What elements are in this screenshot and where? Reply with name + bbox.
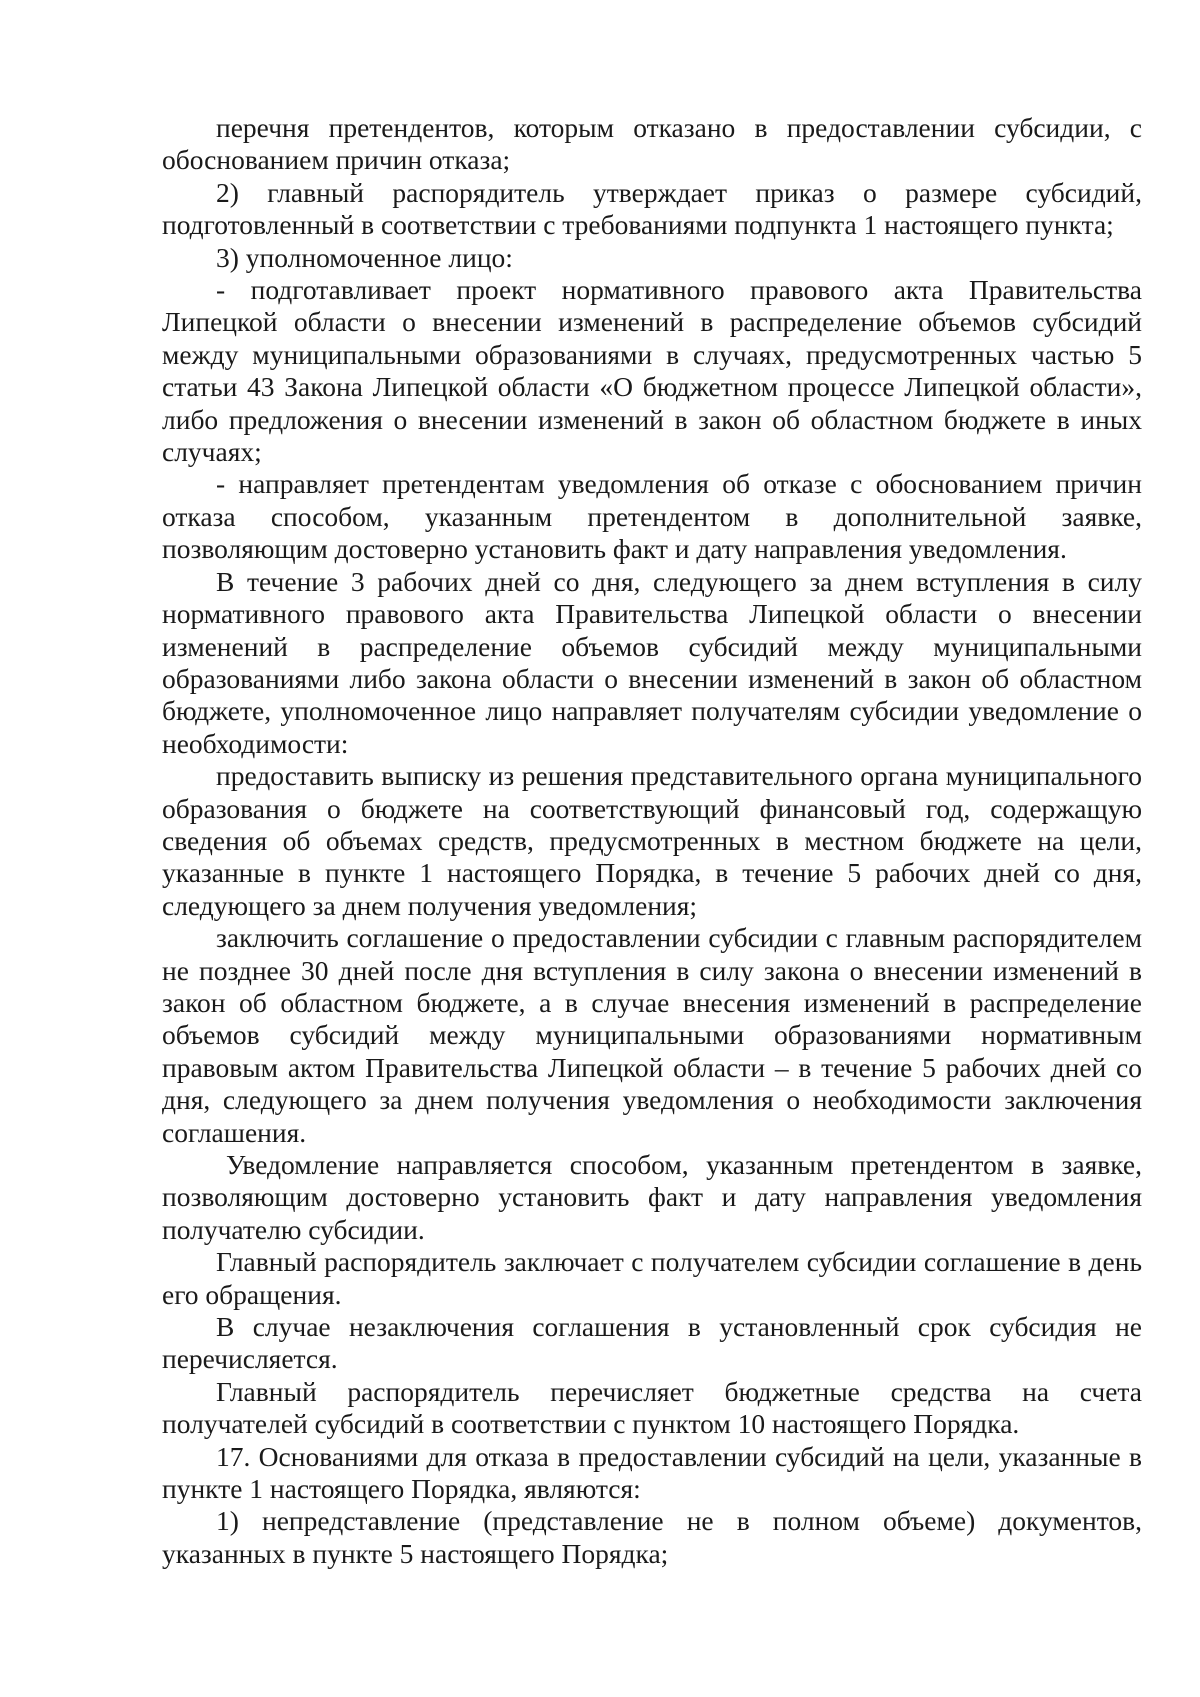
paragraph-12: Главный распорядитель перечисляет бюджетные средства на счета получателей субсидий в соответствии с пунктом 10 настоящего Порядка. — [162, 1375, 1142, 1440]
paragraph-4: - подготавливает проект нормативного правового акта Правительства Липецкой области о внесении изменений в распределение объемов субсидий между муниципальными образованиями в случаях, предусмотренных частью 5 статьи 43 Закона Липецкой области «О бюджетном процессе Липецкой области», либо предложения о внесении изменений в закон об областном бюджете в иных случаях; — [162, 274, 1142, 468]
paragraph-2: 2) главный распорядитель утверждает приказ о размере субсидий, подготовленный в соответствии с требованиями подпункта 1 настоящего пункта; — [162, 176, 1142, 241]
paragraph-13: 17. Основаниями для отказа в предоставлении субсидий на цели, указанные в пункте 1 настоящего Порядка, являются: — [162, 1440, 1142, 1505]
document-page — [162, 112, 1142, 1570]
paragraph-6: В течение 3 рабочих дней со дня, следующего за днем вступления в силу нормативного правового акта Правительства Липецкой области о внесении изменений в распределение объемов субсидий между муниципальными образованиями либо закона области о внесении изменений в закон об областном бюджете, уполномоченное лицо направляет получателям субсидии уведомление о необходимости: — [162, 565, 1142, 759]
paragraph-14: 1) непредставление (представление не в полном объеме) документов, указанных в пункте 5 настоящего Порядка; — [162, 1505, 1142, 1569]
paragraph-7: предоставить выписку из решения представительного органа муниципального образования о бюджете на соответствующий финансовый год, содержащую сведения об объемах средств, предусмотренных в местном бюджете на цели, указанные в пункте 1 настоящего Порядка, в течение 5 рабочих дней со дня, следующего за днем получения уведомления; — [162, 760, 1142, 921]
paragraph-1: перечня претендентов, которым отказано в предоставлении субсидии, с обоснованием причин отказа; — [162, 112, 1142, 176]
paragraph-8: заключить соглашение о предоставлении субсидии с главным распорядителем не позднее 30 дней после дня вступления в силу закона о внесении изменений в закон об областном бюджете, а в случае внесения изменений в распределение объемов субсидий между муниципальными образованиями нормативным правовым актом Правительства Липецкой области – в течение 5 рабочих дней со дня, следующего за днем получения уведомления о необходимости заключения соглашения. — [162, 922, 1142, 1148]
paragraph-10: Главный распорядитель заключает с получателем субсидии соглашение в день его обращения. — [162, 1246, 1142, 1310]
paragraph-9: Уведомление направляется способом, указанным претендентом в заявке, позволяющим достоверно установить факт и дату направления уведомления получателю субсидии. — [162, 1149, 1142, 1245]
paragraph-3: 3) уполномоченное лицо: — [216, 241, 513, 273]
paragraph-11: В случае незаключения соглашения в установленный срок субсидия не перечисляется. — [162, 1311, 1142, 1375]
paragraph-5: - направляет претендентам уведомления об отказе с обоснованием причин отказа способом, указанным претендентом в дополнительной заявке, позволяющим достоверно установить факт и дату направления уведомления. — [162, 468, 1142, 565]
